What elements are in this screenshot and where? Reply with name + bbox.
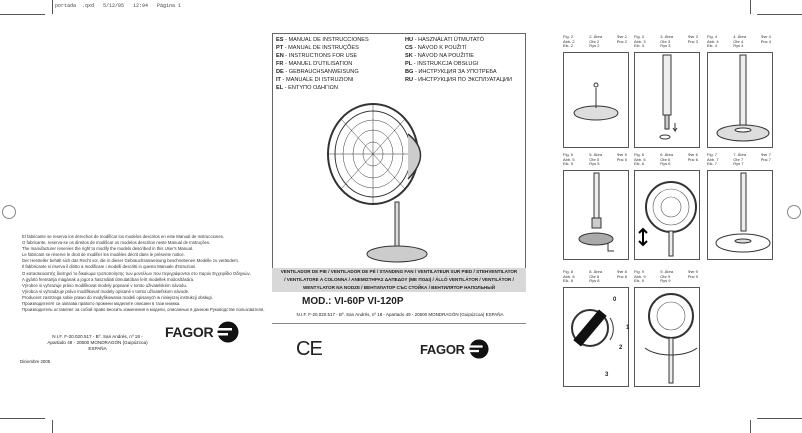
assembly-step-7-illustration (708, 171, 772, 259)
lang-it: IT - MANUALE DI ISTRUZIONI (276, 77, 354, 83)
figure-label-5 (563, 153, 627, 167)
figure-caption: Fig. 7 Abb. 7 Eik. 7 (707, 152, 719, 167)
figure-caption: 2. Ábra Obr 2 Rys 2 (589, 34, 603, 49)
figure-label-9 (634, 270, 698, 284)
lang-el: EL - ΕΝΤΥΠΟ ΟΔΗΓΙΩΝ (276, 85, 338, 91)
figure-caption: Фиг 2 Рис 2 (616, 34, 627, 44)
lang-fr: FR - MANUEL D'UTILISATION (276, 61, 353, 67)
assembly-step-8-illustration (564, 288, 628, 386)
speed-label: 1 (626, 325, 630, 331)
lang-sk: SK - NÁVOD NA POUŽITIE (405, 53, 475, 59)
fagor-logo (165, 321, 239, 343)
disclaimer-fr: Le fabricant se réserve le droit de modifier les modèles décrit dans le présente notice. (22, 252, 185, 258)
crop-mark (0, 14, 45, 15)
registration-mark (2, 205, 16, 219)
speed-label: 3 (605, 372, 609, 378)
crop-mark (750, 420, 751, 433)
disclaimer-de: Der Hersteller behält sich das Recht vor, die in dieser Gebrauchsanweisung beschriebenen Modelle zu verändern. (22, 258, 240, 264)
lang-cs: CS - NÁVOD K POUŽITÍ (405, 45, 467, 51)
figure-5 (563, 170, 629, 260)
disclaimer-es: El fabricante se reserva los derechos de modificar los modelos descritos en este Manual de Instrucciones. (22, 234, 225, 239)
languages-right (405, 36, 512, 84)
figure-label-6 (634, 153, 698, 167)
lang-pt: PT - MANUAL DE INSTRUÇÕES (276, 45, 359, 51)
disclaimer-block (22, 234, 272, 313)
publication-date: Diciembre 2005 (20, 359, 51, 364)
speed-label: 0 (613, 297, 617, 303)
fagor-logo-icon (469, 339, 489, 359)
company-address: N.I.F. F-20.020.517 - Bº. San Andrés, nº 18 - Apartado 49 - 20500 MONDRAGÓN (Guipúzcoa) ESPAÑA (296, 312, 504, 317)
disclaimer-pt: O fabricante, reserva-se os direitos de modificar os modelos descritos neste Manual de Instruções. (22, 240, 211, 246)
figure-caption: Фиг 6 Рис 6 (687, 152, 698, 162)
lang-en: EN - INSTRUCTIONS FOR USE (276, 53, 358, 59)
figure-caption: Fig. 9 Abb. 9 Eik. 9 (634, 269, 646, 284)
figure-label-2 (563, 35, 627, 49)
figure-caption: 3. Ábra Obr 3 Rys 3 (660, 34, 674, 49)
assembly-step-9-illustration (635, 288, 699, 386)
file-header: portada .qxd 5/12/05 12:04 Página 1 (55, 3, 182, 9)
figure-label-7 (707, 153, 771, 167)
speed-label: 2 (619, 345, 623, 351)
company-address (40, 334, 155, 352)
figure-caption: Fig. 6 Abb. 6 Eik. 6 (634, 152, 646, 167)
registration-mark (787, 205, 801, 219)
standing-fan-illustration (313, 94, 513, 264)
ce-mark: CE (296, 338, 322, 360)
figure-caption: Fig. 3 Abb. 3 Eik. 3 (634, 34, 646, 49)
product-name-line: VENTILADOR DE PIE / VENTILADOR DE PÉ / STANDING FAN / VENTILATEUR SUR PIED / STEHVENTILATOR (280, 269, 518, 274)
figure-caption: Фиг 3 Рис 3 (687, 34, 698, 44)
figure-9 (634, 287, 700, 387)
figure-4 (707, 52, 773, 148)
languages-left (276, 36, 369, 92)
fagor-logo-icon (217, 321, 239, 343)
disclaimer-it: Il fabbricante si riserva il diritto a modificare i modelli descritti in questo Manuale d'Istruzioni. (22, 264, 197, 270)
product-name-bar (272, 268, 526, 292)
fagor-logo (420, 339, 489, 359)
figure-caption: 4. Ábra Obr 4 Rys 4 (733, 34, 747, 49)
disclaimer-hu: A gyártó fenntartja magának a jogot a használati útmutatóban leírt modellek módosítására. (22, 276, 195, 282)
crop-mark (757, 14, 802, 15)
figure-caption: Fig. 8 Abb. 8 Eik. 8 (563, 269, 575, 284)
figure-caption: Fig. 5 Abb. 5 Eik. 5 (563, 152, 575, 167)
lang-ru: RU - ИНСТРУКЦИЯ ПО ЭКСПЛУАТАЦИИ (405, 77, 513, 83)
figure-7 (707, 170, 773, 260)
disclaimer-cs: Výrobce si vyhrazuje právo modifikovat modely popsané v tomto uživatelském návodu. (22, 282, 188, 288)
language-box (272, 33, 526, 269)
lang-hu: HU - HASZNÁLATI ÚTMUTATÓ (405, 37, 484, 43)
figure-caption: Фиг 9 Рис 9 (687, 269, 698, 279)
crop-mark (750, 0, 751, 14)
figure-caption: 8. Ábra Obr 8 Rys 8 (589, 269, 603, 284)
assembly-step-6-illustration (635, 171, 699, 259)
figure-caption: Fig. 4 Abb. 4 Eik. 4 (707, 34, 719, 49)
figure-label-4 (707, 35, 771, 49)
figure-caption: Фиг 4 Рис 4 (760, 34, 771, 44)
figure-2 (563, 52, 629, 148)
lang-pl: PL - INSTRUKCJA OBSŁUGI (405, 61, 479, 67)
figure-caption: Фиг 7 Рис 7 (760, 152, 771, 162)
figure-caption: 5. Ábra Obr 5 Rys 5 (589, 152, 603, 167)
figure-6 (634, 170, 700, 260)
crop-mark (52, 0, 53, 14)
divider (272, 323, 526, 324)
figure-8 (563, 287, 629, 387)
disclaimer-ru: Производитель оставляет за собой право вносить изменения в модели, описанные в данном Руководстве пользователя. (22, 307, 265, 313)
lang-es: ES - MANUAL DE INSTRUCCIONES (276, 37, 369, 43)
disclaimer-pl: Producent zastrzega sobie prawo do modyfikowania modeli opisanych w niniejszej instrukcji obsługi. (22, 294, 213, 300)
figure-label-3 (634, 35, 698, 49)
address-line: Apartado 49 - 20500 MONDRAGÓN (Guipúzcoa) ESPAÑA (47, 340, 148, 351)
lang-de: DE - GEBRAUCHSANWEISUNG (276, 69, 359, 75)
disclaimer-bg: Производителят си запазва правото промени моделите описани в тази книжка. (22, 301, 181, 307)
address-line: N.I.F. F-20.020.517 - Bº. San Andrés, nº 18 - (52, 334, 143, 339)
assembly-step-2-illustration (564, 53, 628, 147)
crop-mark (0, 418, 45, 419)
product-name-line: / VENTILATORE A COLONNA / ΑΝΕΜΙΣΤΗΡΑΣ ΔΑΠΕΔΟΥ (ΜΕ ΠΟΔΙ) / ÁLLÓ VENTILÁTOR / VENTILÁTOR / (284, 277, 514, 282)
figure-caption: 9. Ábra Obr 9 Rys 9 (660, 269, 674, 284)
brand-name: FAGOR (165, 324, 214, 340)
disclaimer-en: The manufacturer reserves the right to modify the models described in this User's Manual. (22, 246, 194, 252)
figure-caption: Fig. 2 Abb. 2 Eik. 2 (563, 34, 575, 49)
figure-label-8 (563, 270, 627, 284)
product-name-line: WENTYLATOR NA NODZE / ВЕНТИЛАТОР СЪС СТОЙКА / ВЕНТИЛЯТОР НАПОЛЬНЫЙ (302, 285, 496, 290)
figure-caption: Фиг 8 Рис 8 (616, 269, 627, 279)
brand-name: FAGOR (420, 341, 465, 357)
assembly-step-5-illustration (564, 171, 628, 259)
figure-caption: 7. Ábra Obr 7 Rys 7 (733, 152, 747, 167)
assembly-step-4-illustration (708, 53, 772, 147)
lang-bg: BG - ИНСТРУКЦИЯ ЗА УПОТРЕБА (405, 69, 497, 75)
figure-caption: 6. Ábra Obr 6 Rys 6 (660, 152, 674, 167)
model-number: MOD.: VI-60P VI-120P (302, 296, 404, 307)
assembly-step-3-illustration (635, 53, 699, 147)
crop-mark (757, 418, 802, 419)
figure-caption: Фиг 5 Рис 5 (616, 152, 627, 162)
crop-mark (52, 420, 53, 433)
disclaimer-el: Ο κατασκευαστής διατηρεί το δικαίωμα τροποποίησης των μοντέλων που περιγράφονται στο παρόν Εγχειρίδιο Οδηγιών. (22, 270, 251, 276)
disclaimer-sk: Výrobca si vyhradzuje právo modifikovať modely opísané v tomto užívateľskom návode. (22, 288, 190, 294)
figure-3 (634, 52, 700, 148)
